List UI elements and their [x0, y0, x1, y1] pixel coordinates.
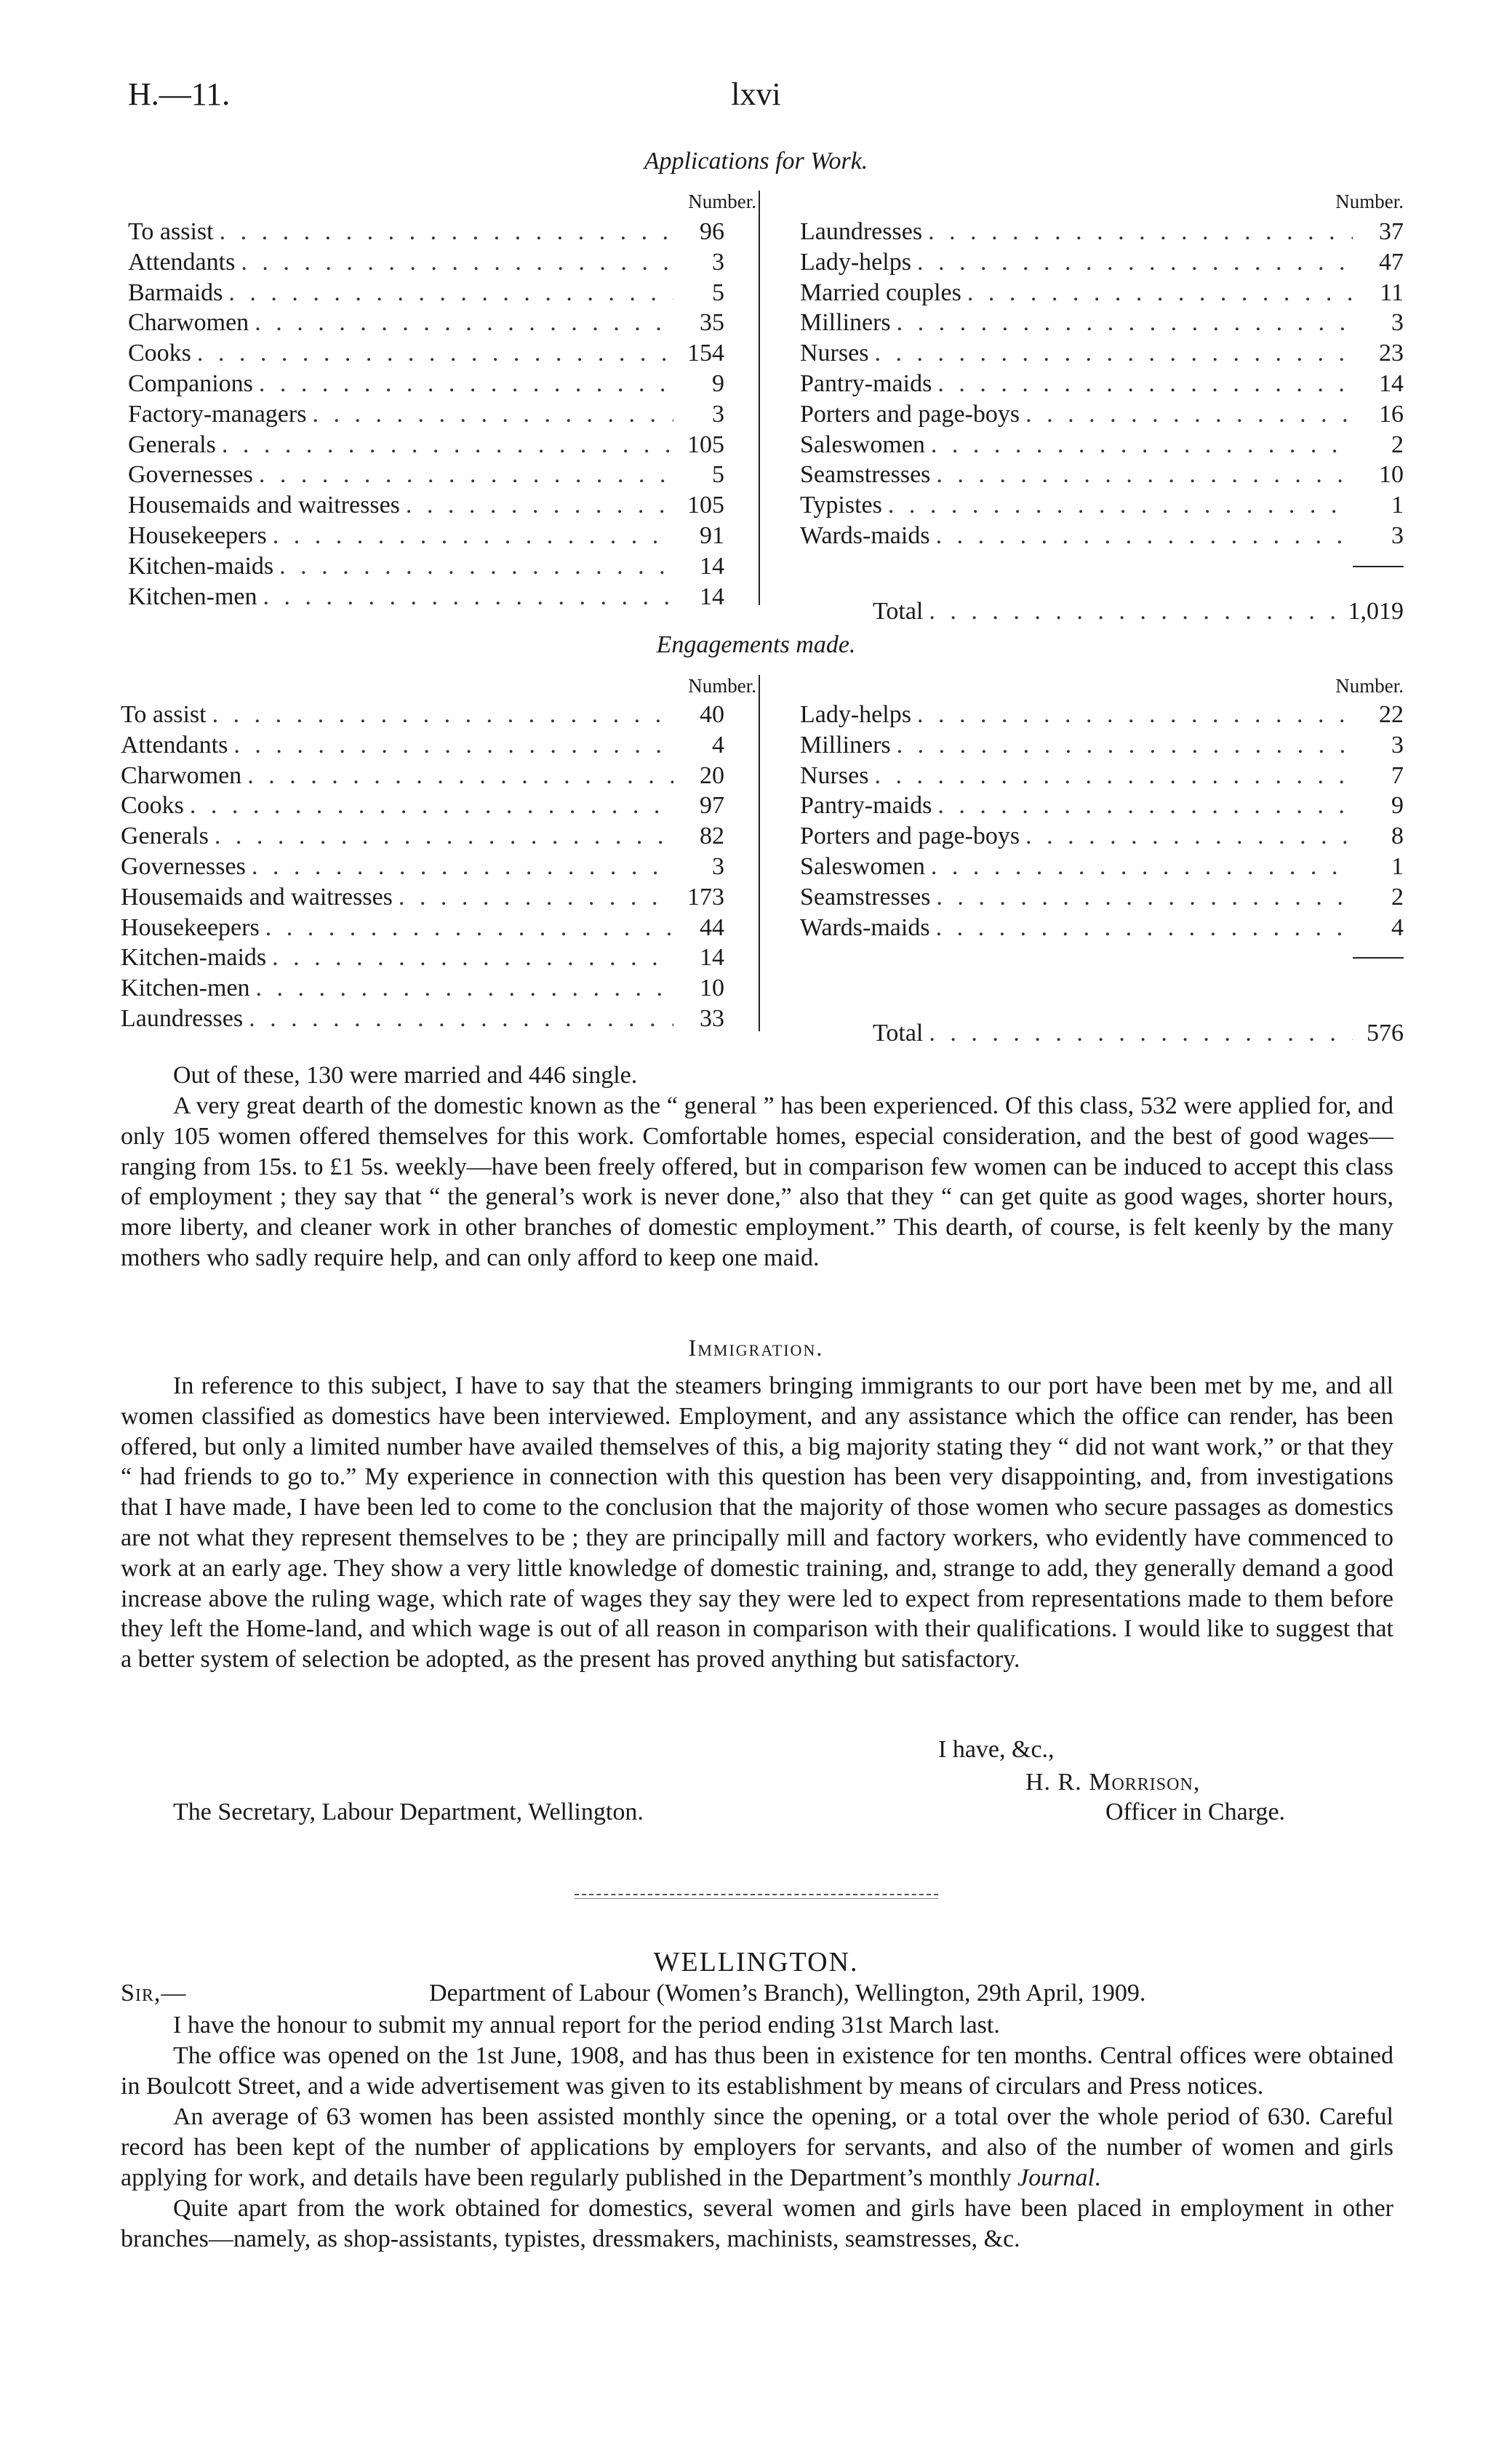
- wellington-paragraph-3: [121, 2102, 1393, 2193]
- total-row: [800, 596, 1404, 627]
- leader-dots: [923, 596, 1348, 627]
- wellington-paragraph-3-text: An average of 63 women has been assisted monthly since the opening, or a total over the whole period of 630. Careful record has been kept of the number of applications by employers for servants, and also of the number of women and girls applying for work, and details have been regularly published in the Department’s monthly: [121, 2103, 1393, 2191]
- leader-dots: [932, 369, 1353, 399]
- total-rule: [1353, 566, 1404, 567]
- row-value: 20: [700, 761, 724, 789]
- row-label: Barmaids: [128, 279, 223, 306]
- married-single-paragraph: Out of these, 130 were married and 446 single.: [173, 1062, 638, 1089]
- table-row: [121, 761, 724, 791]
- table-row: [128, 217, 724, 247]
- row-label: Factory-managers: [128, 400, 307, 428]
- table-row: [800, 700, 1404, 730]
- leader-dots: [184, 791, 673, 821]
- immigration-heading: Immigration.: [688, 1335, 824, 1361]
- table-row: [121, 973, 724, 1004]
- row-label: Seamstresses: [800, 461, 931, 489]
- leader-dots: [891, 308, 1353, 338]
- row-value: 3: [712, 400, 724, 428]
- page-number: lxvi: [731, 76, 781, 112]
- leader-dots: [243, 1004, 673, 1034]
- leader-dots: [922, 217, 1353, 247]
- table-row: [128, 460, 724, 490]
- leader-dots: [1020, 399, 1353, 430]
- leader-dots: [932, 791, 1353, 821]
- leader-dots: [207, 700, 673, 730]
- leader-dots: [925, 430, 1353, 460]
- table-row: [800, 490, 1404, 521]
- immigration-paragraph: In reference to this subject, I have to say that the steamers bringing immigrants to our port have been met by me, and all women classified as domestics have been interviewed. Employment, and any assistance which the office can render, has been offered, but only a limited number have availed themselves of this, a big majority stating they “ did not want work,” or that they “ had friends to go to.” My experience in connection with this question has been very disappointing, and, from investigations that I have made, I have been led to come to the conclusion that the majority of those women who secure passages as domestics are not what they represent themselves to be ; they are principally mill and factory workers, who evidently have commenced to work at an early age. They show a very little knowledge of domestic training, and, strange to add, they generally demand a good increase above the ruling wage, which rate of wages they say they were led to expect from representations made to them before they left the Home-land, and which wage is out of all reason in comparison with their qualifications. I would like to suggest that a better system of selection be adopted, as the present has proved anything but satisfactory.: [121, 1372, 1393, 1673]
- engagements-title: Engagements made.: [656, 631, 856, 658]
- table-row: [128, 582, 724, 612]
- row-value: 154: [687, 340, 724, 367]
- signature-title: Officer in Charge.: [1105, 1799, 1286, 1825]
- row-label: Laundresses: [800, 218, 923, 245]
- row-label: Typistes: [800, 492, 882, 519]
- row-value: 3: [1391, 731, 1404, 759]
- leader-dots: [241, 761, 673, 791]
- row-label: Cooks: [121, 792, 184, 820]
- leader-dots: [260, 913, 673, 943]
- section-divider: [575, 1894, 938, 1895]
- leader-dots: [235, 247, 673, 278]
- row-value: 37: [1379, 218, 1404, 245]
- leader-dots: [253, 369, 673, 399]
- leader-dots: [273, 551, 673, 582]
- applications-column-divider: [759, 191, 760, 605]
- total-label: Total: [873, 1019, 924, 1047]
- spacer: [800, 566, 1404, 596]
- leader-dots: [961, 278, 1353, 308]
- leader-dots: [249, 308, 673, 338]
- leader-dots: [253, 460, 673, 490]
- table-row: [121, 700, 724, 730]
- leader-dots: [223, 278, 673, 308]
- leader-dots: [930, 913, 1353, 943]
- row-value: 14: [700, 583, 724, 610]
- leader-dots: [257, 582, 674, 612]
- row-value: 14: [700, 552, 724, 580]
- table-row: [800, 338, 1404, 369]
- leader-dots: [267, 521, 673, 551]
- row-value: 4: [1391, 913, 1404, 941]
- row-value: 47: [1379, 248, 1404, 276]
- row-label: To assist: [128, 218, 214, 245]
- row-label: To assist: [121, 701, 207, 728]
- row-label: Cooks: [128, 340, 191, 367]
- engagements-left-table: [121, 700, 724, 1034]
- leader-dots: [891, 730, 1353, 761]
- table-row: [121, 943, 724, 973]
- row-label: Seamstresses: [800, 883, 931, 911]
- row-label: Nurses: [800, 761, 869, 789]
- row-label: Kitchen-men: [128, 583, 257, 610]
- row-value: 10: [1379, 461, 1404, 489]
- applications-left-table: [128, 217, 724, 612]
- row-label: Kitchen-men: [121, 975, 250, 1002]
- row-value: 105: [687, 431, 724, 458]
- row-label: Milliners: [800, 309, 891, 337]
- wellington-paragraph-3-end: .: [1094, 2164, 1101, 2191]
- table-row: [128, 338, 724, 369]
- row-value: 7: [1391, 761, 1404, 789]
- dearth-paragraph: A very great dearth of the domestic known as the “ general ” has been experienced. Of this class, 532 were applied for, and only 105 women offered themselves for this work. Comfortable homes, especial consideration, and the best of good wages—ranging from 15s. to £1 5s. weekly—have been freely offered, but in comparison few women can be induced to accept this class of employment ; they say that “ the general’s work is never done,” also that they “ can get quite as good wages, shorter hours, more liberty, and cleaner work in other branches of domestic employment.” This dearth, of course, is felt keenly by the many mothers who sadly require help, and can only afford to keep one maid.: [121, 1092, 1393, 1271]
- leader-dots: [250, 973, 674, 1004]
- row-label: Wards-maids: [800, 913, 930, 941]
- table-row: [800, 217, 1404, 247]
- wellington-paragraph-2: The office was opened on the 1st June, 1908, and has thus been in existence for ten months. Central offices were obtained in Boulcott Street, and a wide advertisement was given to its establishment by means of circulars and Press notices.: [121, 2042, 1393, 2100]
- row-value: 173: [687, 883, 724, 911]
- row-label: Lady-helps: [800, 248, 911, 276]
- table-row: [800, 852, 1404, 882]
- table-row: [800, 308, 1404, 338]
- engagements-left-number-header: Number.: [688, 675, 756, 697]
- table-row: [128, 551, 724, 582]
- wellington-heading: WELLINGTON.: [653, 1947, 859, 1977]
- leader-dots: [209, 821, 673, 852]
- table-row: [800, 913, 1404, 943]
- row-value: 10: [700, 975, 724, 1002]
- engagements-column-divider: [759, 675, 760, 1031]
- row-label: Housemaids and waitresses: [121, 883, 393, 911]
- row-value: 105: [687, 492, 724, 519]
- row-value: 16: [1379, 400, 1404, 428]
- page-code: H.—11.: [128, 76, 231, 112]
- table-row: [121, 730, 724, 761]
- leader-dots: [393, 882, 673, 913]
- table-row: [800, 761, 1404, 791]
- wellington-paragraph-1: I have the honour to submit my annual report for the period ending 31st March last.: [173, 2012, 1000, 2039]
- row-value: 2: [1391, 883, 1404, 911]
- closing-line: I have, &c.,: [938, 1736, 1055, 1763]
- addressee-line: The Secretary, Labour Department, Wellington.: [173, 1799, 644, 1825]
- row-value: 97: [700, 792, 724, 820]
- row-value: 91: [700, 521, 724, 549]
- row-label: Pantry-maids: [800, 369, 932, 397]
- row-label: Porters and page-boys: [800, 400, 1020, 428]
- signature-name: H. R. Morrison,: [1025, 1769, 1201, 1796]
- row-label: Governesses: [128, 461, 253, 489]
- row-label: Attendants: [128, 248, 236, 276]
- row-value: 82: [700, 823, 724, 850]
- total-rule: [1353, 957, 1404, 959]
- row-value: 5: [712, 461, 724, 489]
- row-value: 3: [1391, 521, 1404, 549]
- row-label: Wards-maids: [800, 521, 930, 549]
- leader-dots: [930, 460, 1353, 490]
- row-label: Pantry-maids: [800, 792, 932, 820]
- total-row: [800, 1018, 1404, 1049]
- row-label: Milliners: [800, 731, 891, 759]
- applications-left-number-header: Number.: [688, 191, 756, 212]
- wellington-letter-body: [121, 2010, 1393, 2255]
- engagements-right-number-header: Number.: [1335, 675, 1404, 697]
- leader-dots: [868, 338, 1353, 369]
- row-label: Charwomen: [128, 309, 249, 337]
- table-row: [800, 430, 1404, 460]
- applications-right-table: [800, 217, 1404, 626]
- row-value: 14: [1379, 369, 1404, 397]
- row-value: 5: [712, 279, 724, 306]
- row-value: 9: [1391, 792, 1404, 820]
- table-row: [800, 460, 1404, 490]
- table-row: [128, 369, 724, 399]
- row-label: Porters and page-boys: [800, 823, 1020, 850]
- leader-dots: [1020, 821, 1353, 852]
- table-row: [121, 791, 724, 821]
- row-value: 44: [700, 913, 724, 941]
- leader-dots: [191, 338, 673, 369]
- row-value: 4: [712, 731, 724, 759]
- total-value: 1,019: [1348, 597, 1404, 625]
- leader-dots: [306, 399, 673, 430]
- table-row: [800, 791, 1404, 821]
- leader-dots: [214, 217, 673, 247]
- spacer: [800, 957, 1404, 1018]
- row-label: Companions: [128, 369, 253, 397]
- row-label: Attendants: [121, 731, 228, 759]
- leader-dots: [266, 943, 673, 973]
- row-value: 3: [712, 248, 724, 276]
- row-value: 96: [700, 218, 724, 245]
- table-row: [800, 247, 1404, 278]
- table-row: [128, 521, 724, 551]
- table-row: [800, 369, 1404, 399]
- dateline: Department of Labour (Women’s Branch), Wellington, 29th April, 1909.: [429, 1980, 1146, 2007]
- salutation: Sir,—: [121, 1980, 187, 2007]
- row-label: Saleswomen: [800, 431, 925, 458]
- row-label: Laundresses: [121, 1004, 244, 1032]
- leader-dots: [246, 852, 673, 882]
- row-label: Housekeepers: [121, 913, 260, 941]
- table-row: [800, 882, 1404, 913]
- row-value: 2: [1391, 431, 1404, 458]
- table-row: [121, 852, 724, 882]
- wellington-paragraph-4: Quite apart from the work obtained for domestics, several women and girls have been placed in employment in other branches—namely, as shop-assistants, typistes, dressmakers, machinists, seamstresses, &c.: [121, 2195, 1393, 2252]
- row-label: Housekeepers: [128, 521, 267, 549]
- row-value: 35: [700, 309, 724, 337]
- row-value: 11: [1380, 279, 1404, 306]
- row-label: Nurses: [800, 340, 869, 367]
- table-row: [800, 278, 1404, 308]
- table-row: [128, 490, 724, 521]
- row-label: Married couples: [800, 279, 961, 306]
- leader-dots: [228, 730, 673, 761]
- row-value: 1: [1391, 492, 1404, 519]
- row-value: 22: [1379, 701, 1404, 728]
- table-row: [128, 308, 724, 338]
- leader-dots: [216, 430, 673, 460]
- row-label: Charwomen: [121, 761, 242, 789]
- journal-title: Journal: [1017, 2164, 1095, 2191]
- row-label: Kitchen-maids: [128, 552, 274, 580]
- leader-dots: [930, 521, 1353, 551]
- table-row: [121, 1004, 724, 1034]
- leader-dots: [400, 490, 673, 521]
- table-row: [800, 821, 1404, 852]
- row-value: 3: [1391, 309, 1404, 337]
- row-value: 8: [1391, 823, 1404, 850]
- table-row: [121, 913, 724, 943]
- table-row: [800, 730, 1404, 761]
- row-value: 9: [712, 369, 724, 397]
- row-label: Generals: [128, 431, 216, 458]
- table-row: [128, 399, 724, 430]
- leader-dots: [868, 761, 1353, 791]
- row-label: Saleswomen: [800, 852, 925, 880]
- total-value: 576: [1367, 1019, 1404, 1047]
- leader-dots: [923, 1018, 1353, 1049]
- row-value: 14: [700, 944, 724, 972]
- row-value: 1: [1391, 852, 1404, 880]
- applications-title: Applications for Work.: [644, 148, 868, 175]
- leader-dots: [911, 247, 1353, 278]
- table-row: [128, 247, 724, 278]
- leader-dots: [911, 700, 1353, 730]
- table-row: [121, 821, 724, 852]
- row-value: 40: [700, 701, 724, 728]
- row-label: Generals: [121, 823, 209, 850]
- leader-dots: [925, 852, 1353, 882]
- table-row: [800, 399, 1404, 430]
- applications-right-number-header: Number.: [1335, 191, 1404, 212]
- row-value: 3: [712, 852, 724, 880]
- section-divider-rule: [575, 1898, 938, 1899]
- row-label: Housemaids and waitresses: [128, 492, 400, 519]
- row-value: 33: [700, 1004, 724, 1032]
- table-row: [128, 430, 724, 460]
- table-row: [121, 882, 724, 913]
- row-label: Lady-helps: [800, 701, 911, 728]
- engagements-right-table: [800, 700, 1404, 1049]
- leader-dots: [882, 490, 1353, 521]
- row-label: Kitchen-maids: [121, 944, 267, 972]
- leader-dots: [930, 882, 1353, 913]
- table-row: [128, 278, 724, 308]
- table-row: [800, 521, 1404, 551]
- row-value: 23: [1379, 340, 1404, 367]
- total-label: Total: [873, 597, 924, 625]
- row-label: Governesses: [121, 852, 246, 880]
